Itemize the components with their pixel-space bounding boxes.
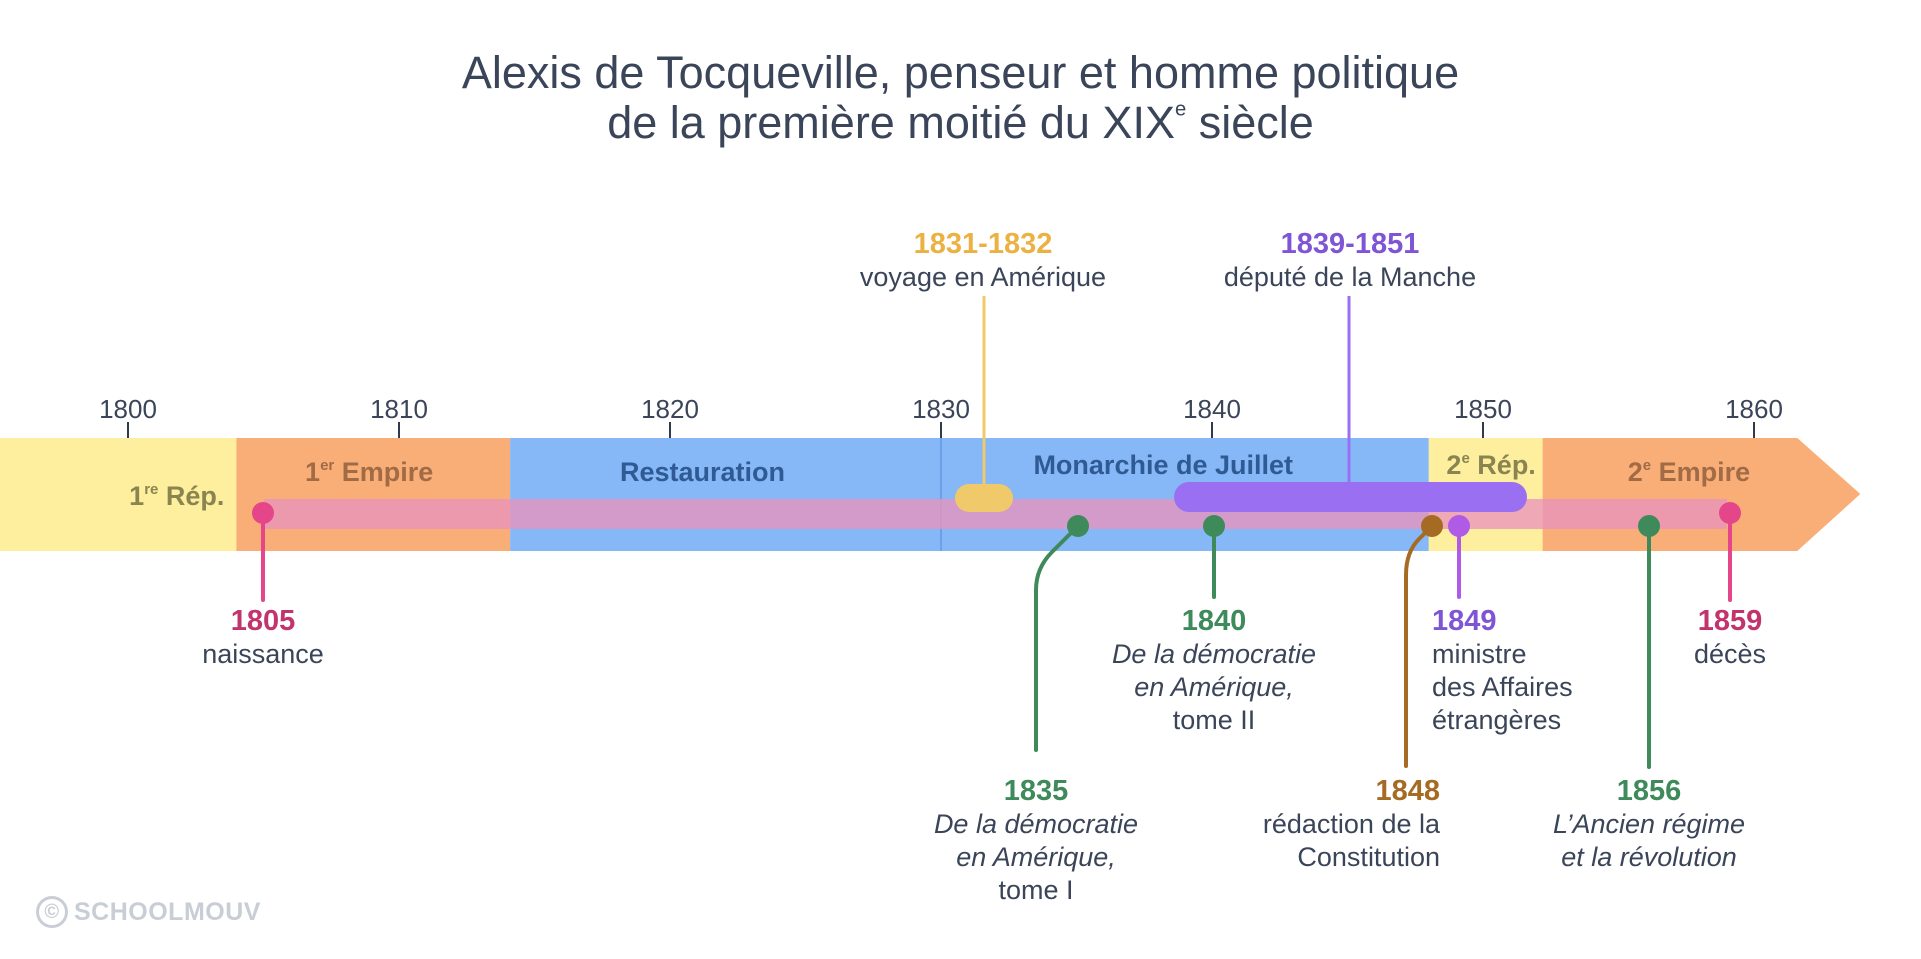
axis-tick-label-1820: 1820 — [641, 394, 699, 424]
event-dot-deces — [1719, 502, 1741, 524]
event-year-ancien-regime: 1856 — [1616, 775, 1682, 807]
title-line-2-text: de la première moitié du XIX — [607, 97, 1175, 148]
period-label-empire1: 1er Empire — [305, 457, 434, 487]
axis-tick-label-1840: 1840 — [1183, 394, 1241, 424]
range-years-voyage: 1831-1832 — [913, 228, 1053, 260]
event-desc-ancien-regime-1: L’Ancien régime — [1552, 809, 1746, 839]
event-year-naissance: 1805 — [230, 605, 296, 637]
event-desc-tome2-3: tome II — [1172, 705, 1256, 735]
event-desc-tome1-2: en Amérique, — [956, 842, 1116, 872]
event-desc-tome2-1: De la démocratie — [1111, 639, 1317, 669]
footer-brand — [36, 896, 261, 928]
event-year-ministre: 1849 — [1432, 605, 1497, 637]
axis-tick-label-1800: 1800 — [99, 394, 157, 424]
event-year-tome1: 1835 — [1003, 775, 1069, 807]
title-line-1: Alexis de Tocqueville, penseur et homme politique — [461, 47, 1460, 98]
event-year-deces: 1859 — [1697, 605, 1763, 637]
event-dot-constitution — [1421, 515, 1443, 537]
title-line-2-sup: e — [1174, 98, 1187, 121]
range-bar-voyage — [955, 484, 1013, 512]
event-desc-ministre-2: des Affaires — [1432, 672, 1573, 702]
period-label-empire2: 2e Empire — [1627, 457, 1751, 487]
copyright-icon: © — [36, 896, 68, 928]
period-band-empire2 — [1543, 438, 1861, 551]
event-desc-constitution-1: rédaction de la — [1262, 809, 1440, 839]
event-desc-ancien-regime-2: et la révolution — [1561, 842, 1737, 872]
period-band-empire1 — [236, 438, 510, 551]
event-desc-tome2-2: en Amérique, — [1134, 672, 1294, 702]
axis-tick-label-1810: 1810 — [370, 394, 428, 424]
footer-brand-text: SCHOOLMOUV — [74, 897, 261, 926]
period-label-restauration: Restauration — [619, 457, 786, 487]
event-desc-naissance-1: naissance — [202, 639, 324, 669]
event-dot-tome1 — [1067, 515, 1089, 537]
title-line-2-end: siècle — [1186, 97, 1314, 148]
event-desc-ministre-3: étrangères — [1432, 705, 1562, 735]
period-label-juillet: Monarchie de Juillet — [1033, 450, 1294, 480]
event-desc-tome1-3: tome I — [998, 875, 1074, 905]
axis-tick-label-1860: 1860 — [1725, 394, 1783, 424]
event-dot-ministre — [1448, 515, 1470, 537]
event-stem-tome1 — [1036, 526, 1078, 750]
period-label-rep2: 2e Rép. — [1446, 450, 1536, 480]
event-desc-deces-1: décès — [1693, 639, 1767, 669]
period-label-rep1: 1re Rép. — [129, 481, 225, 511]
range-years-depute: 1839-1851 — [1280, 228, 1420, 260]
event-stem-constitution — [1406, 526, 1432, 766]
event-year-constitution: 1848 — [1375, 775, 1440, 807]
axis-tick-label-1830: 1830 — [912, 394, 970, 424]
range-desc-voyage: voyage en Amérique — [859, 262, 1107, 292]
event-desc-constitution-2: Constitution — [1297, 842, 1440, 872]
event-desc-ministre-1: ministre — [1432, 639, 1527, 669]
period-band-restauration — [510, 438, 941, 551]
event-dot-tome2 — [1203, 515, 1225, 537]
event-desc-tome1-1: De la démocratie — [933, 809, 1139, 839]
event-dot-naissance — [252, 502, 274, 524]
axis-tick-label-1850: 1850 — [1454, 394, 1512, 424]
event-year-tome2: 1840 — [1181, 605, 1247, 637]
range-bar-depute — [1174, 482, 1527, 512]
event-dot-ancien-regime — [1638, 515, 1660, 537]
range-desc-depute: député de la Manche — [1223, 262, 1477, 292]
